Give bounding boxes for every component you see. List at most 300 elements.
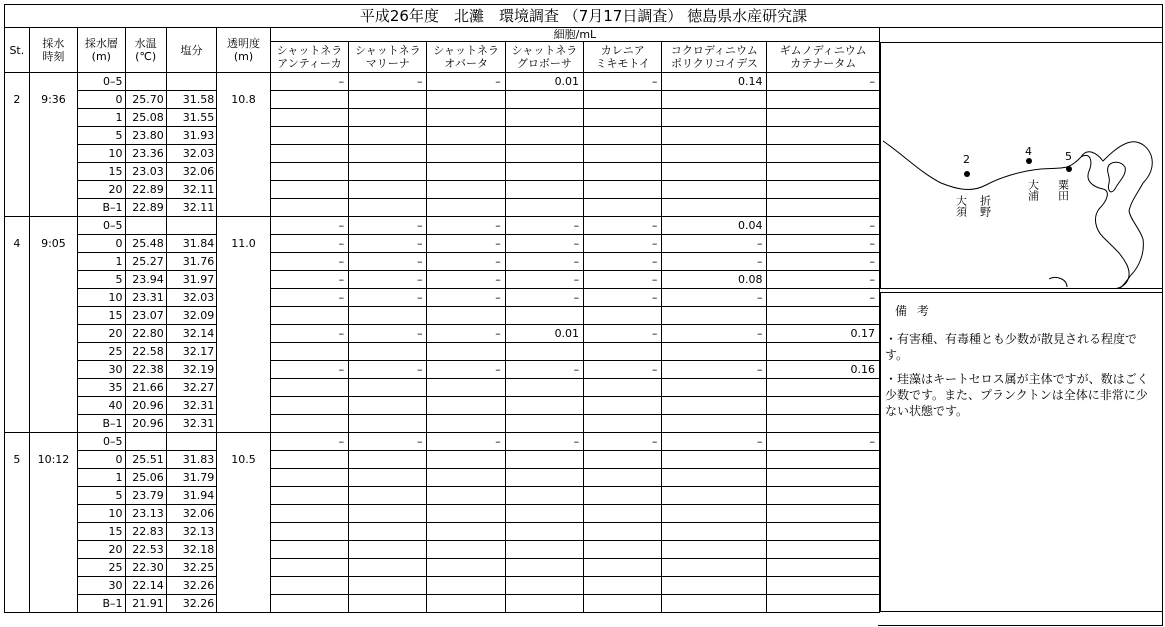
station-id: 4 xyxy=(5,217,30,433)
layer-depth: 30 xyxy=(78,577,125,595)
cell-density xyxy=(270,595,348,613)
salinity: 32.27 xyxy=(166,379,216,397)
cell-density xyxy=(584,127,662,145)
cell-density xyxy=(505,163,583,181)
cell-density xyxy=(767,595,880,613)
station-5-label: 5 xyxy=(1065,150,1072,163)
cell-density xyxy=(584,505,662,523)
table-row xyxy=(5,433,880,451)
cell-density xyxy=(767,577,880,595)
cell-density xyxy=(349,415,427,433)
cell-density xyxy=(584,559,662,577)
layer-depth: 20 xyxy=(78,325,125,343)
cell-density xyxy=(427,163,505,181)
table-row xyxy=(5,523,880,541)
table-row xyxy=(5,163,880,181)
layer-depth: 0 xyxy=(78,235,125,253)
cell-density xyxy=(349,127,427,145)
cell-density: – xyxy=(270,271,348,289)
coastline-map xyxy=(881,43,1163,289)
salinity: 31.79 xyxy=(166,469,216,487)
salinity: 31.84 xyxy=(166,235,216,253)
cell-density: – xyxy=(767,73,880,91)
cell-density: – xyxy=(270,361,348,379)
cell-density xyxy=(427,397,505,415)
header-time-line: 時刻 xyxy=(42,50,65,63)
cell-density xyxy=(584,307,662,325)
cell-density xyxy=(349,199,427,217)
layer-depth: 20 xyxy=(78,541,125,559)
peninsula-east xyxy=(1081,142,1152,289)
water-temp: 22.83 xyxy=(125,523,166,541)
cell-density xyxy=(270,487,348,505)
salinity: 31.58 xyxy=(166,91,216,109)
species-name-line: オバータ xyxy=(444,57,488,70)
header-row xyxy=(5,28,880,42)
water-temp: 23.79 xyxy=(125,487,166,505)
table-row xyxy=(5,541,880,559)
salinity: 32.26 xyxy=(166,595,216,613)
salinity: 32.31 xyxy=(166,397,216,415)
species-name-line: カレニア xyxy=(600,44,645,57)
water-temp: 23.80 xyxy=(125,127,166,145)
water-temp: 23.31 xyxy=(125,289,166,307)
cell-density xyxy=(505,199,583,217)
salinity: 32.06 xyxy=(166,505,216,523)
salinity: 31.55 xyxy=(166,109,216,127)
salinity: 32.03 xyxy=(166,289,216,307)
cell-density: – xyxy=(584,253,662,271)
layer-depth: 25 xyxy=(78,343,125,361)
cell-density: – xyxy=(349,361,427,379)
cell-density xyxy=(662,307,767,325)
cell-density xyxy=(427,199,505,217)
cell-density xyxy=(505,181,583,199)
cell-density xyxy=(662,199,767,217)
cell-density xyxy=(662,343,767,361)
header-transparency xyxy=(217,28,271,73)
cell-density: 0.04 xyxy=(662,217,767,235)
table-row xyxy=(5,109,880,127)
cell-density xyxy=(767,559,880,577)
cell-density xyxy=(270,343,348,361)
header-layer-line: 採水層 xyxy=(84,37,118,50)
header-st: St. xyxy=(5,28,30,73)
cell-density xyxy=(584,451,662,469)
salinity: 32.09 xyxy=(166,307,216,325)
cell-density xyxy=(767,91,880,109)
cell-density: – xyxy=(584,217,662,235)
cell-density xyxy=(505,397,583,415)
cell-density xyxy=(662,487,767,505)
table-row xyxy=(5,91,880,109)
cell-density xyxy=(662,163,767,181)
water-temp: 25.48 xyxy=(125,235,166,253)
station-2-label: 2 xyxy=(963,153,970,166)
cell-density xyxy=(505,577,583,595)
layer-depth: B–1 xyxy=(78,415,125,433)
cell-density: – xyxy=(505,217,583,235)
cell-density: – xyxy=(584,361,662,379)
cell-density xyxy=(270,199,348,217)
water-temp: 25.70 xyxy=(125,91,166,109)
cell-density xyxy=(584,577,662,595)
cell-density xyxy=(427,541,505,559)
cell-density xyxy=(505,505,583,523)
cell-density xyxy=(349,91,427,109)
cell-density xyxy=(505,109,583,127)
cell-density: – xyxy=(349,271,427,289)
water-temp: 21.91 xyxy=(125,595,166,613)
cell-density xyxy=(270,469,348,487)
cell-density xyxy=(349,307,427,325)
cell-density xyxy=(662,451,767,469)
cell-density: – xyxy=(349,73,427,91)
cell-density xyxy=(767,541,880,559)
layer-depth: 40 xyxy=(78,397,125,415)
layer-depth: 5 xyxy=(78,487,125,505)
cell-density xyxy=(349,181,427,199)
cell-density xyxy=(270,415,348,433)
cell-density xyxy=(427,145,505,163)
water-temp: 20.96 xyxy=(125,397,166,415)
cell-density xyxy=(505,145,583,163)
layer-depth: 0–5 xyxy=(78,73,125,91)
station-4-label: 4 xyxy=(1025,145,1032,158)
layer-depth: 0–5 xyxy=(78,433,125,451)
cell-density: 0.16 xyxy=(767,361,880,379)
table-row xyxy=(5,145,880,163)
cell-density xyxy=(584,163,662,181)
table-row xyxy=(5,73,880,91)
table-row xyxy=(5,397,880,415)
cell-density xyxy=(767,307,880,325)
salinity: 32.17 xyxy=(166,343,216,361)
species-name-line: カテナータム xyxy=(790,57,857,70)
cell-density xyxy=(767,469,880,487)
cell-density xyxy=(349,559,427,577)
water-temp: 22.80 xyxy=(125,325,166,343)
salinity: 32.31 xyxy=(166,415,216,433)
cell-density xyxy=(662,415,767,433)
layer-depth: 15 xyxy=(78,523,125,541)
cell-density: – xyxy=(767,253,880,271)
species-name-line: マリーナ xyxy=(365,57,410,70)
cell-density: – xyxy=(662,253,767,271)
cell-density xyxy=(427,415,505,433)
cell-density xyxy=(767,163,880,181)
salinity: 32.11 xyxy=(166,181,216,199)
water-temp: 22.89 xyxy=(125,181,166,199)
header-time-line: 採水 xyxy=(42,37,65,50)
water-temp: 20.96 xyxy=(125,415,166,433)
table-row xyxy=(5,127,880,145)
salinity: 32.06 xyxy=(166,163,216,181)
cell-density xyxy=(584,181,662,199)
header-cells-unit: 細胞/mL xyxy=(270,28,879,42)
cell-density xyxy=(349,379,427,397)
species-name-line: ポリクリコイデス xyxy=(671,57,758,70)
transparency: 10.8 xyxy=(217,73,271,217)
table-row xyxy=(5,343,880,361)
table-row xyxy=(5,415,880,433)
cell-density xyxy=(270,523,348,541)
cell-density xyxy=(662,541,767,559)
cell-density: – xyxy=(270,433,348,451)
water-temp: 22.53 xyxy=(125,541,166,559)
cell-density xyxy=(427,91,505,109)
cell-density xyxy=(505,523,583,541)
table-row xyxy=(5,181,880,199)
species-name-line: シャットネラ xyxy=(433,44,499,57)
cell-density xyxy=(505,487,583,505)
water-temp: 23.36 xyxy=(125,145,166,163)
header-transparency-line: (m) xyxy=(233,50,254,63)
cell-density: – xyxy=(349,289,427,307)
salinity: 32.11 xyxy=(166,199,216,217)
layer-depth: 10 xyxy=(78,289,125,307)
station-4-dot xyxy=(1026,158,1032,164)
cell-density: – xyxy=(270,217,348,235)
cell-density xyxy=(584,91,662,109)
species-header xyxy=(427,42,505,73)
cell-density: – xyxy=(505,361,583,379)
table-row xyxy=(5,307,880,325)
cell-density xyxy=(270,127,348,145)
cell-density xyxy=(662,559,767,577)
cell-density xyxy=(270,181,348,199)
cell-density xyxy=(270,451,348,469)
water-temp: 25.06 xyxy=(125,469,166,487)
table-row xyxy=(5,505,880,523)
cell-density xyxy=(427,595,505,613)
remarks-box xyxy=(880,292,1163,612)
salinity xyxy=(166,217,216,235)
layer-depth: 35 xyxy=(78,379,125,397)
cell-density xyxy=(427,559,505,577)
cell-density xyxy=(270,307,348,325)
station-id: 5 xyxy=(5,433,30,613)
cell-density xyxy=(349,523,427,541)
species-name-line: シャットネラ xyxy=(354,44,421,57)
layer-depth: 0 xyxy=(78,91,125,109)
table-row xyxy=(5,217,880,235)
cell-density: – xyxy=(349,217,427,235)
cell-density xyxy=(505,595,583,613)
shore-fragment xyxy=(1049,277,1067,287)
cell-density xyxy=(349,577,427,595)
species-name-line: ギムノディニウム xyxy=(779,44,867,57)
header-salinity: 塩分 xyxy=(166,28,216,73)
header-layer xyxy=(78,28,125,73)
cell-density xyxy=(767,415,880,433)
table-row xyxy=(5,199,880,217)
cell-density xyxy=(584,343,662,361)
table-row xyxy=(5,253,880,271)
layer-depth: 10 xyxy=(78,505,125,523)
table-row xyxy=(5,559,880,577)
water-temp: 22.14 xyxy=(125,577,166,595)
water-temp: 22.58 xyxy=(125,343,166,361)
cell-density: – xyxy=(427,73,505,91)
header-temp-line: (℃) xyxy=(135,50,157,63)
cell-density xyxy=(662,577,767,595)
place-label: 折野 xyxy=(978,195,992,217)
cell-density xyxy=(349,145,427,163)
cell-density xyxy=(767,127,880,145)
species-name-line: シャットネラ xyxy=(276,44,343,57)
salinity xyxy=(166,433,216,451)
cell-density xyxy=(584,541,662,559)
species-header xyxy=(349,42,427,73)
water-temp: 22.30 xyxy=(125,559,166,577)
cell-density xyxy=(505,469,583,487)
cell-density xyxy=(767,343,880,361)
cell-density xyxy=(270,541,348,559)
species-header xyxy=(662,42,767,73)
salinity: 31.94 xyxy=(166,487,216,505)
sample-time: 9:36 xyxy=(29,73,77,217)
cell-density xyxy=(349,451,427,469)
cell-density: – xyxy=(584,289,662,307)
species-header xyxy=(270,42,348,73)
water-temp: 22.89 xyxy=(125,199,166,217)
cell-density: – xyxy=(505,433,583,451)
cell-density xyxy=(427,307,505,325)
table-row xyxy=(5,379,880,397)
place-label: 大須 xyxy=(954,195,968,217)
layer-depth: 10 xyxy=(78,145,125,163)
cell-density: – xyxy=(584,235,662,253)
place-label: 粟田 xyxy=(1056,179,1070,201)
cell-density xyxy=(662,109,767,127)
cell-density xyxy=(349,505,427,523)
cell-density xyxy=(349,397,427,415)
species-header xyxy=(767,42,880,73)
cell-density xyxy=(349,163,427,181)
cell-density xyxy=(427,109,505,127)
species-header xyxy=(584,42,662,73)
layer-depth: 5 xyxy=(78,127,125,145)
cell-density xyxy=(427,127,505,145)
cell-density xyxy=(427,379,505,397)
table-row xyxy=(5,451,880,469)
cell-density: – xyxy=(505,253,583,271)
salinity: 32.25 xyxy=(166,559,216,577)
cell-density xyxy=(349,109,427,127)
cell-density: – xyxy=(427,253,505,271)
cell-density xyxy=(767,145,880,163)
cell-density xyxy=(662,379,767,397)
species-name-line: ミキモトイ xyxy=(595,57,650,70)
cell-density: – xyxy=(427,271,505,289)
cell-density: – xyxy=(270,253,348,271)
species-header xyxy=(505,42,583,73)
cell-density: – xyxy=(427,361,505,379)
cell-density xyxy=(767,379,880,397)
cell-density xyxy=(662,181,767,199)
water-temp: 25.27 xyxy=(125,253,166,271)
species-name-line: コクロディニウム xyxy=(670,44,758,57)
water-temp: 23.94 xyxy=(125,271,166,289)
cell-density: – xyxy=(767,433,880,451)
cell-density xyxy=(270,145,348,163)
cell-density xyxy=(427,577,505,595)
cell-density xyxy=(349,595,427,613)
coastline xyxy=(883,141,1081,189)
salinity xyxy=(166,73,216,91)
species-name-line: シャットネラ xyxy=(511,44,578,57)
peninsula-west xyxy=(1081,155,1129,289)
cell-density xyxy=(270,379,348,397)
water-temp: 22.38 xyxy=(125,361,166,379)
cell-density xyxy=(767,451,880,469)
cell-density: – xyxy=(584,433,662,451)
cell-density: – xyxy=(662,289,767,307)
plankton-table xyxy=(4,27,880,613)
cell-density xyxy=(270,577,348,595)
layer-depth: 5 xyxy=(78,271,125,289)
cell-density xyxy=(505,307,583,325)
layer-depth: 1 xyxy=(78,109,125,127)
cell-density xyxy=(662,595,767,613)
water-temp: 25.51 xyxy=(125,451,166,469)
cell-density xyxy=(584,397,662,415)
cell-density xyxy=(270,109,348,127)
cell-density: – xyxy=(349,433,427,451)
transparency: 11.0 xyxy=(217,217,271,433)
cell-density: – xyxy=(505,289,583,307)
salinity: 32.19 xyxy=(166,361,216,379)
station-2-dot xyxy=(964,171,970,177)
cell-density: 0.01 xyxy=(505,73,583,91)
cell-density xyxy=(767,487,880,505)
sample-time: 10:12 xyxy=(29,433,77,613)
header-layer-line: (m) xyxy=(91,50,111,63)
sample-time: 9:05 xyxy=(29,217,77,433)
place-label: 大浦 xyxy=(1026,179,1040,201)
cell-density xyxy=(584,595,662,613)
cell-density xyxy=(662,505,767,523)
salinity: 31.83 xyxy=(166,451,216,469)
cell-density xyxy=(767,397,880,415)
cell-density: – xyxy=(767,271,880,289)
cell-density: 0.01 xyxy=(505,325,583,343)
cell-density xyxy=(767,523,880,541)
water-temp xyxy=(125,73,166,91)
cell-density: – xyxy=(505,271,583,289)
cell-density xyxy=(349,469,427,487)
cell-density: 0.08 xyxy=(662,271,767,289)
cell-density: – xyxy=(427,325,505,343)
cell-density xyxy=(662,523,767,541)
cell-density xyxy=(505,559,583,577)
cell-density xyxy=(505,451,583,469)
layer-depth: 20 xyxy=(78,181,125,199)
remarks-item: ・有害種、有毒種とも少数が散見される程度です。 xyxy=(885,332,1138,362)
cell-density: – xyxy=(270,325,348,343)
table-row xyxy=(5,235,880,253)
cell-density xyxy=(427,487,505,505)
table-row xyxy=(5,289,880,307)
layer-depth: 0 xyxy=(78,451,125,469)
table-row xyxy=(5,271,880,289)
layer-depth: 15 xyxy=(78,307,125,325)
cell-density xyxy=(662,397,767,415)
layer-depth: B–1 xyxy=(78,199,125,217)
island xyxy=(1108,162,1126,192)
cell-density: 0.17 xyxy=(767,325,880,343)
